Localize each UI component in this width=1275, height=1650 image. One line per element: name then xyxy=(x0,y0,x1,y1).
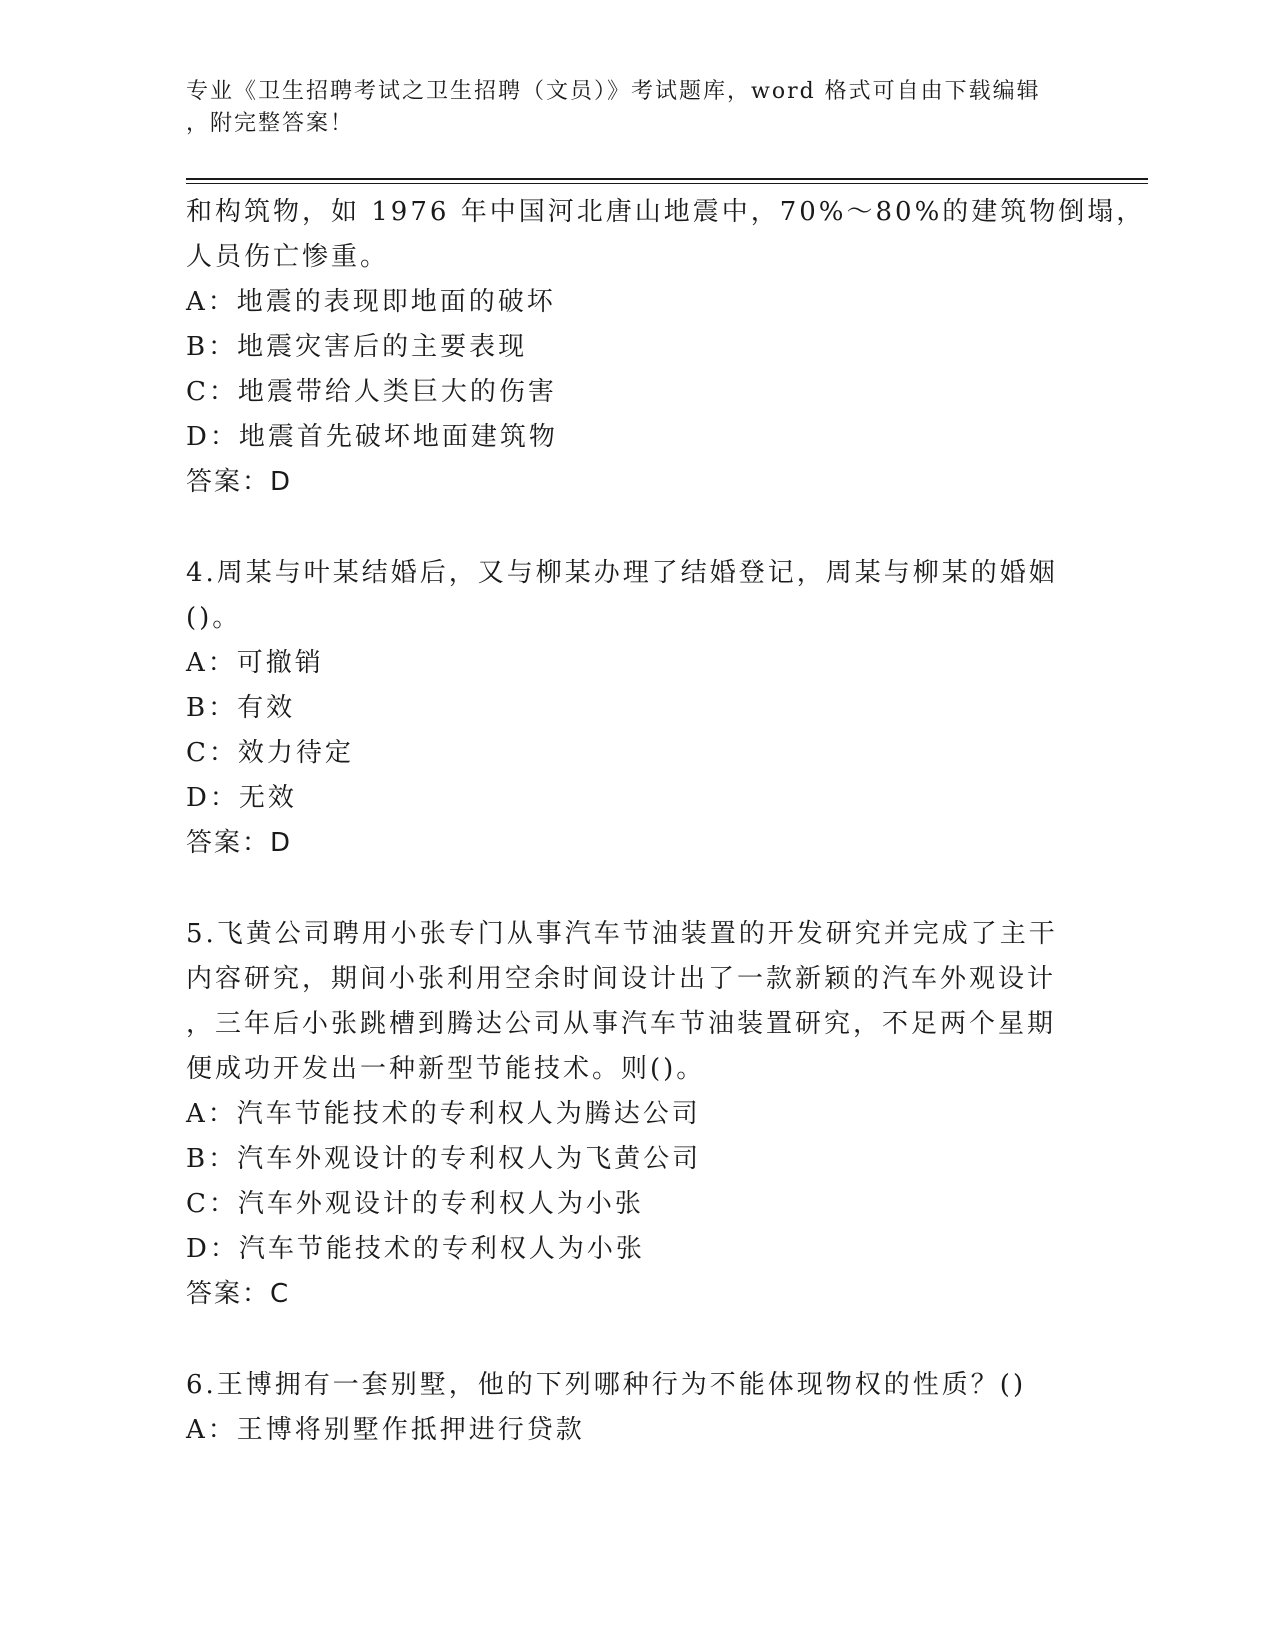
option-a: A：可撤销 xyxy=(186,648,324,678)
question-text: 4.周某与叶某结婚后，又与柳某办理了结婚登记，周某与柳某的婚姻 xyxy=(186,558,1058,588)
question-3 xyxy=(186,190,1146,505)
option-c: C：地震带给人类巨大的伤害 xyxy=(186,377,557,407)
question-text: 人员伤亡惨重。 xyxy=(186,242,390,272)
question-6 xyxy=(186,1363,1066,1453)
option-c: C：效力待定 xyxy=(186,738,354,768)
option-b: B：地震灾害后的主要表现 xyxy=(186,332,528,362)
answer: 答案：C xyxy=(186,1279,291,1309)
question-text: 5.飞黄公司聘用小张专门从事汽车节油装置的开发研究并完成了主干 xyxy=(186,919,1058,949)
header-line-2: ，附完整答案！ xyxy=(186,111,355,136)
option-d: D：地震首先破坏地面建筑物 xyxy=(186,422,558,452)
option-b: B：汽车外观设计的专利权人为飞黄公司 xyxy=(186,1144,702,1174)
answer: 答案：D xyxy=(186,467,293,497)
option-a: A：王博将别墅作抵押进行贷款 xyxy=(186,1415,585,1445)
option-d: D：汽车节能技术的专利权人为小张 xyxy=(186,1234,645,1264)
question-list xyxy=(186,190,1146,1453)
option-c: C：汽车外观设计的专利权人为小张 xyxy=(186,1189,644,1219)
question-text: 内容研究，期间小张利用空余时间设计出了一款新颖的汽车外观设计 xyxy=(186,964,1057,994)
header-line-1: 专业《卫生招聘考试之卫生招聘（文员）》考试题库，word 格式可自由下载编辑 xyxy=(186,79,1041,104)
header-divider-thick xyxy=(186,178,1148,180)
option-d: D：无效 xyxy=(186,783,297,813)
question-text: 6.王博拥有一套别墅，他的下列哪种行为不能体现物权的性质？() xyxy=(186,1370,1027,1400)
question-text: 和构筑物，如 1976 年中国河北唐山地震中，70%～80%的建筑物倒塌， xyxy=(186,197,1146,227)
question-5 xyxy=(186,912,1066,1317)
question-text: 便成功开发出一种新型节能技术。则()。 xyxy=(186,1054,706,1084)
question-text: ()。 xyxy=(186,603,242,633)
header-divider-thin xyxy=(186,183,1148,184)
question-text: ，三年后小张跳槽到腾达公司从事汽车节油装置研究，不足两个星期 xyxy=(186,1009,1057,1039)
question-4 xyxy=(186,551,1066,866)
option-a: A：汽车节能技术的专利权人为腾达公司 xyxy=(186,1099,701,1129)
option-b: B：有效 xyxy=(186,693,296,723)
answer: 答案：D xyxy=(186,828,293,858)
option-a: A：地震的表现即地面的破坏 xyxy=(186,287,556,317)
document-header xyxy=(186,76,1066,140)
